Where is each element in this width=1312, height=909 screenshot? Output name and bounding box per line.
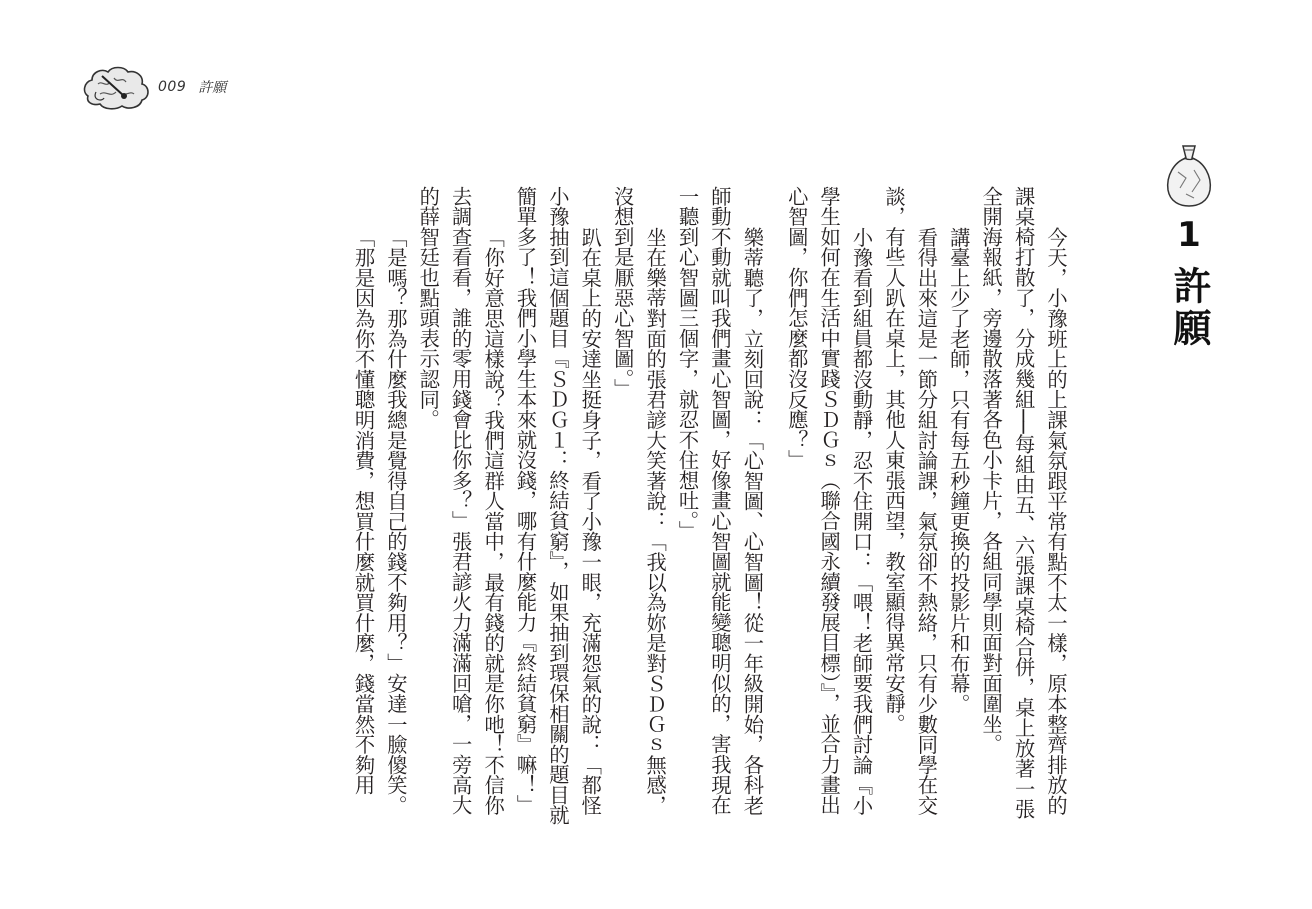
paragraph: 「是嗎？那為什麼我總是覺得自己的錢不夠用？」安達一臉傻笑。 xyxy=(383,226,408,816)
sack-icon xyxy=(1164,142,1214,208)
chapter-title: 許願 xyxy=(1167,266,1211,350)
page-number: 009 xyxy=(158,79,187,95)
paragraph: 坐在樂蒂對面的張君諺大笑著說：「我以為妳是對ＳＤＧｓ無感，沒想到是厭惡心智圖。」 xyxy=(610,186,668,816)
paragraph: 看得出來這是一節分組討論課，氣氛卻不熱絡，只有少數同學在交談，有些人趴在桌上，其他人東張西望，教室顯得異常安靜。 xyxy=(881,186,939,816)
brain-doodle-icon xyxy=(80,62,152,112)
chapter-body-text xyxy=(347,186,1072,826)
running-title: 許願 xyxy=(198,80,227,96)
chapter-number: 1 xyxy=(1177,215,1201,255)
paragraph: 樂蒂聽了，立刻回說：「心智圖、心智圖！從一年級開始，各科老師動不動就叫我們畫心智圖，好像畫心智圖就能變聰明似的，害我現在一聽到心智圖三個字，就忍不住想吐。」 xyxy=(675,186,765,816)
paragraph: 「你好意思這樣說？我們這群人當中，最有錢的就是你吔！不信你去調查看看，誰的零用錢會比你多？」張君諺火力滿滿回嗆，一旁高大的薛智廷也點頭表示認同。 xyxy=(416,186,506,816)
chapter-heading xyxy=(1158,142,1220,350)
paragraph: 今天，小豫班上的上課氣氛跟平常有點不太一樣，原本整齊排放的課桌椅打散了，分成幾組──每組由五、六張課桌椅合併，桌上放著一張全開海報紙，旁邊散落著各色小卡片，各組同學則面對面圍坐。 xyxy=(979,186,1068,820)
running-header xyxy=(80,62,226,112)
paragraph: 趴在桌上的安達坐挺身子，看了小豫一眼，充滿怨氣的說：「都怪小豫抽到這個題目『ＳＤＧ１：終結貧窮』，如果抽到環保相關的題目就簡單多了！我們小學生本來就沒錢，哪有什麼能力『終結貧窮』嘛！」 xyxy=(513,186,603,826)
paragraph: 講臺上少了老師，只有每五秒鐘更換的投影片和布幕。 xyxy=(946,226,971,714)
paragraph: 「那是因為你不懂聰明消費，想買什麼就買什麼，錢當然不夠用 xyxy=(351,226,376,795)
paragraph: 小豫看到組員都沒動靜，忍不住開口：「喂！老師要我們討論『小學生如何在生活中實踐ＳＤＧｓ（聯合國永續發展目標）』，並合力畫出心智圖，你們怎麼都沒反應？」 xyxy=(784,186,874,816)
